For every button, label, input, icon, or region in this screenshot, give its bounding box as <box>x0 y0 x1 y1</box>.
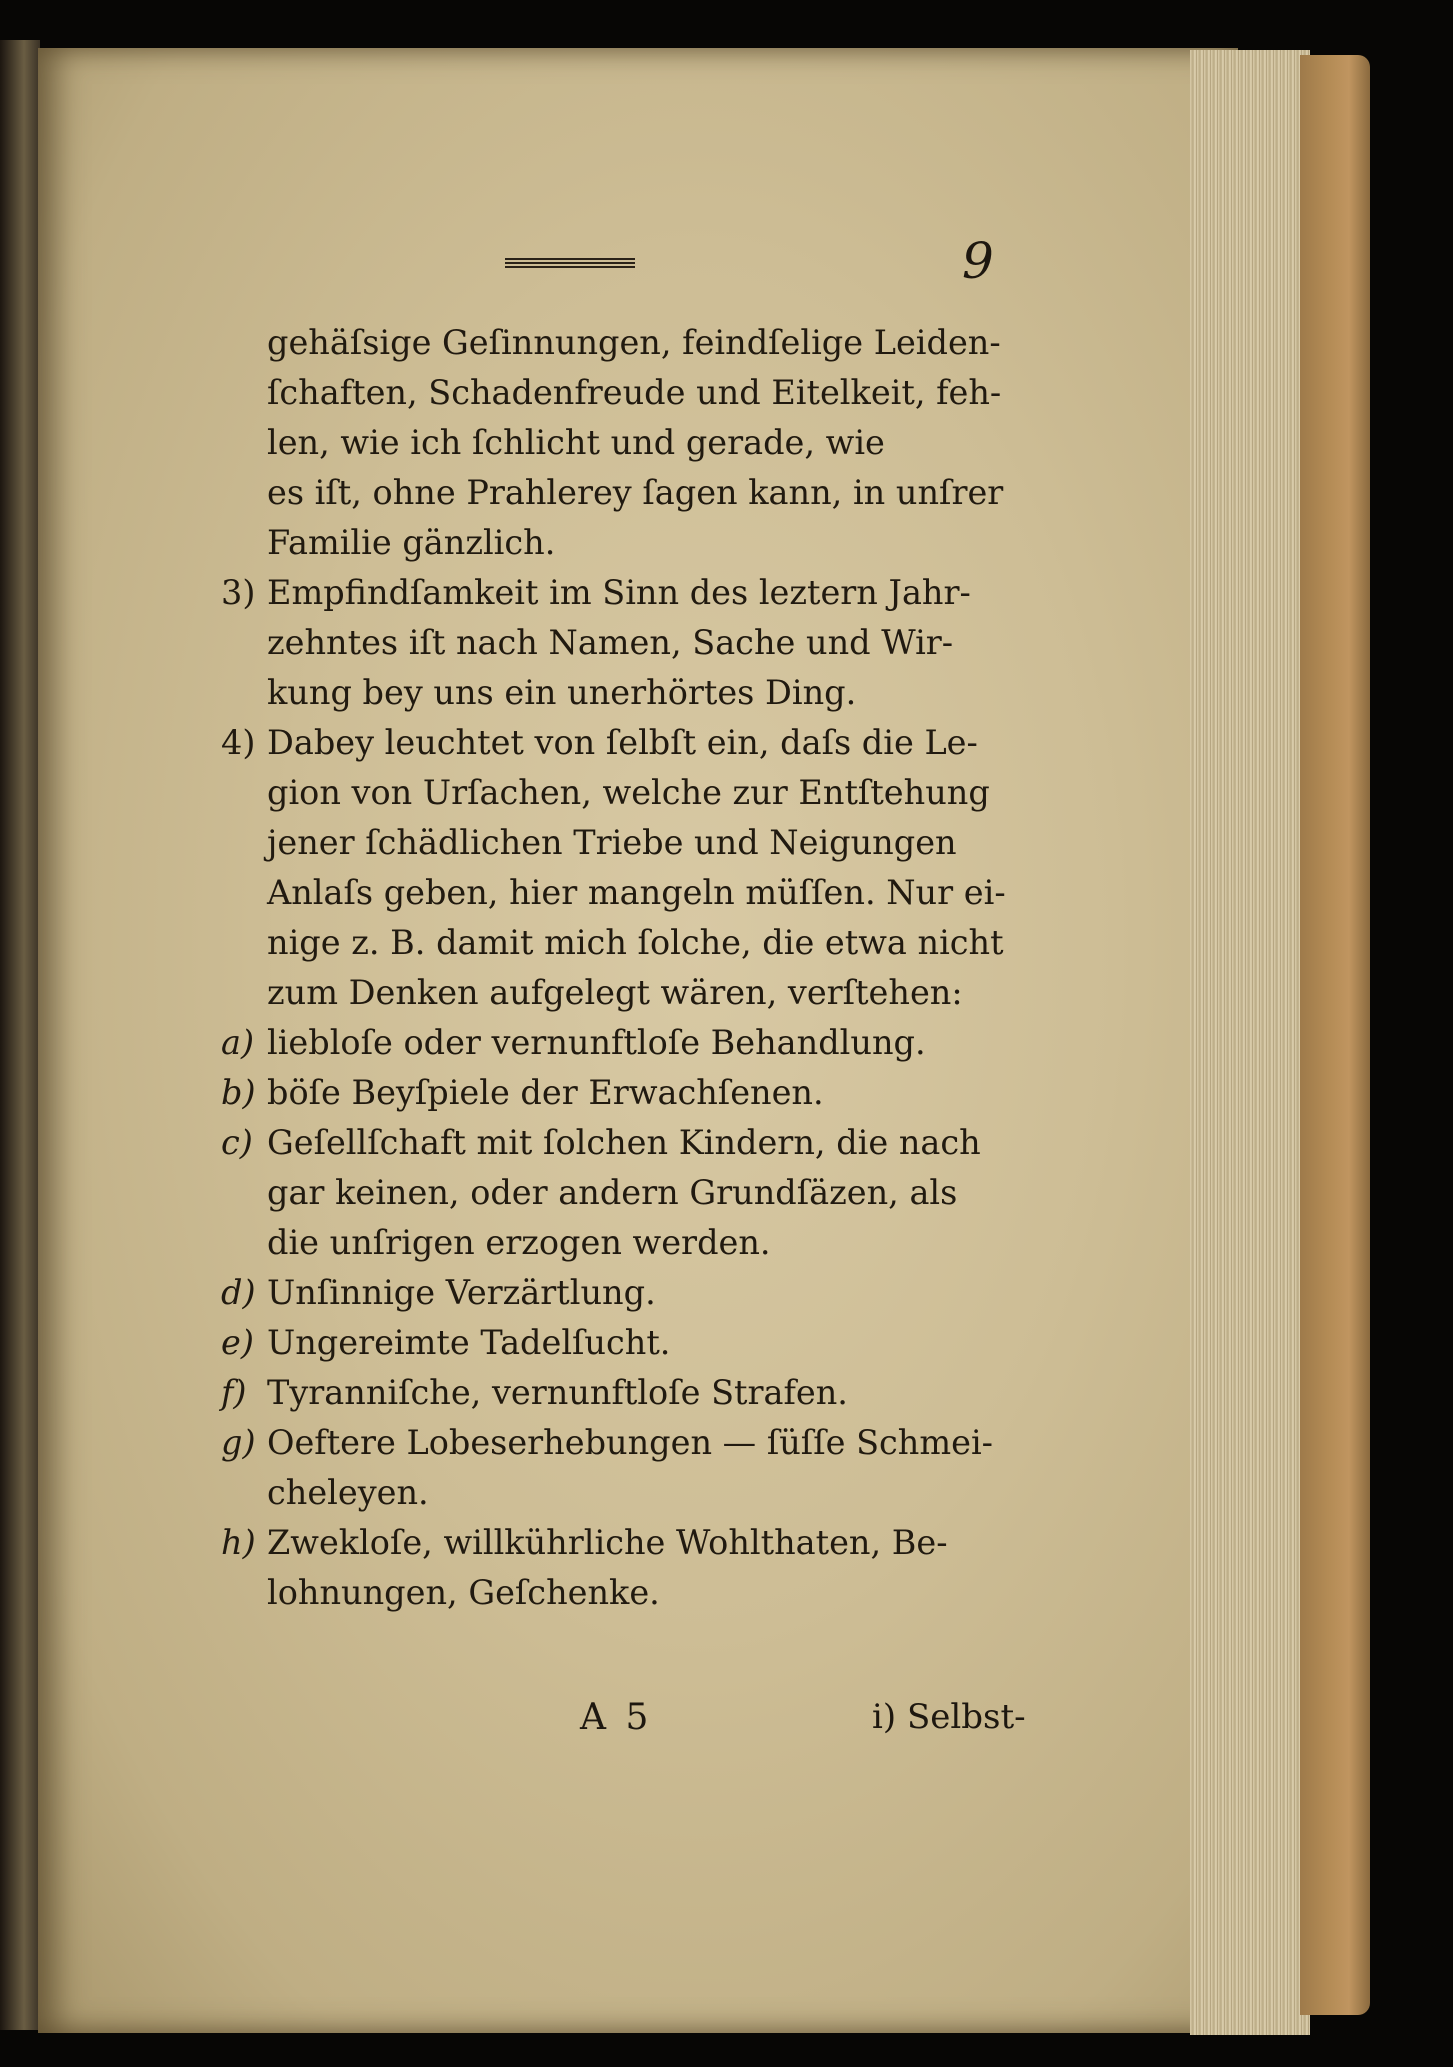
text-line <box>195 1318 1035 1368</box>
list-marker: 4) <box>221 723 256 762</box>
text-line <box>195 1118 1035 1168</box>
line-text: ſchaften, Schadenfreude und Eitelkeit, feh- <box>267 373 1002 412</box>
text-line <box>195 518 1035 568</box>
printer-signature: A 5 <box>580 1697 653 1738</box>
line-text: Zwekloſe, willkührliche Wohlthaten, Be- <box>267 1523 948 1562</box>
text-line <box>195 618 1035 668</box>
list-marker: d) <box>221 1273 256 1312</box>
page-number: 9 <box>962 232 994 290</box>
text-line <box>195 418 1035 468</box>
line-text: Unſinnige Verzärtlung. <box>267 1273 656 1312</box>
line-text: nige z. B. damit mich ſolche, die etwa nicht <box>267 923 1004 962</box>
text-line <box>195 818 1035 868</box>
list-marker: g) <box>221 1423 256 1462</box>
line-text: Oeftere Lobeserhebungen — ſüſſe Schmei- <box>267 1423 993 1462</box>
text-line <box>195 768 1035 818</box>
text-line <box>195 368 1035 418</box>
line-text: Ungereimte Tadelſucht. <box>267 1323 671 1362</box>
line-text: Empfindſamkeit im Sinn des leztern Jahr- <box>267 573 971 612</box>
previous-page-edge <box>0 40 40 2030</box>
line-text: gar keinen, oder andern Grundſäzen, als <box>267 1173 958 1212</box>
list-marker: c) <box>221 1123 253 1162</box>
line-text: jener ſchädlichen Triebe und Neigungen <box>267 823 957 862</box>
line-text: Tyranniſche, vernunftloſe Strafen. <box>267 1373 848 1412</box>
list-marker: b) <box>221 1073 256 1112</box>
list-marker: a) <box>221 1023 255 1062</box>
text-line <box>195 668 1035 718</box>
text-line <box>195 718 1035 768</box>
line-text: die unſrigen erzogen werden. <box>267 1223 771 1262</box>
list-marker: h) <box>221 1523 256 1562</box>
text-line <box>195 968 1035 1018</box>
text-line <box>195 1268 1035 1318</box>
line-text: gion von Urſachen, welche zur Entſtehung <box>267 773 990 812</box>
book-cover-edge <box>1300 55 1370 2015</box>
line-text: lohnungen, Geſchenke. <box>267 1573 660 1612</box>
text-line <box>195 1468 1035 1518</box>
text-line <box>195 1168 1035 1218</box>
line-text: Familie gänzlich. <box>267 523 556 562</box>
catchword: i) Selbst- <box>872 1697 1026 1737</box>
text-line <box>195 1368 1035 1418</box>
text-line <box>195 1018 1035 1068</box>
text-line <box>195 1418 1035 1468</box>
line-text: böſe Beyſpiele der Erwachſenen. <box>267 1073 824 1112</box>
list-marker: 3) <box>221 573 256 612</box>
line-text: cheleyen. <box>267 1473 429 1512</box>
text-line <box>195 918 1035 968</box>
text-line <box>195 868 1035 918</box>
text-line <box>195 1568 1035 1618</box>
list-marker: e) <box>221 1323 254 1362</box>
line-text: gehäſsige Geſinnungen, feindſelige Leiden- <box>267 323 1001 362</box>
text-line <box>195 468 1035 518</box>
line-text: Anlaſs geben, hier mangeln müſſen. Nur ei- <box>267 873 1006 912</box>
line-text: liebloſe oder vernunftloſe Behandlung. <box>267 1023 926 1062</box>
text-line <box>195 1068 1035 1118</box>
text-line <box>195 318 1035 368</box>
header-ornament-rule <box>505 258 635 268</box>
list-marker: f) <box>221 1373 247 1412</box>
page-fore-edge <box>1190 50 1310 2035</box>
text-line <box>195 568 1035 618</box>
line-text: Geſellſchaft mit ſolchen Kindern, die nach <box>267 1123 981 1162</box>
line-text: Dabey leuchtet von ſelbſt ein, daſs die Le- <box>267 723 978 762</box>
line-text: es iſt, ohne Prahlerey ſagen kann, in unſrer <box>267 473 1004 512</box>
line-text: zum Denken aufgelegt wären, verſtehen: <box>267 973 963 1012</box>
body-text <box>195 318 1035 1618</box>
line-text: len, wie ich ſchlicht und gerade, wie <box>267 423 885 462</box>
text-line <box>195 1518 1035 1568</box>
line-text: zehntes iſt nach Namen, Sache und Wir- <box>267 623 954 662</box>
line-text: kung bey uns ein unerhörtes Ding. <box>267 673 857 712</box>
text-line <box>195 1218 1035 1268</box>
